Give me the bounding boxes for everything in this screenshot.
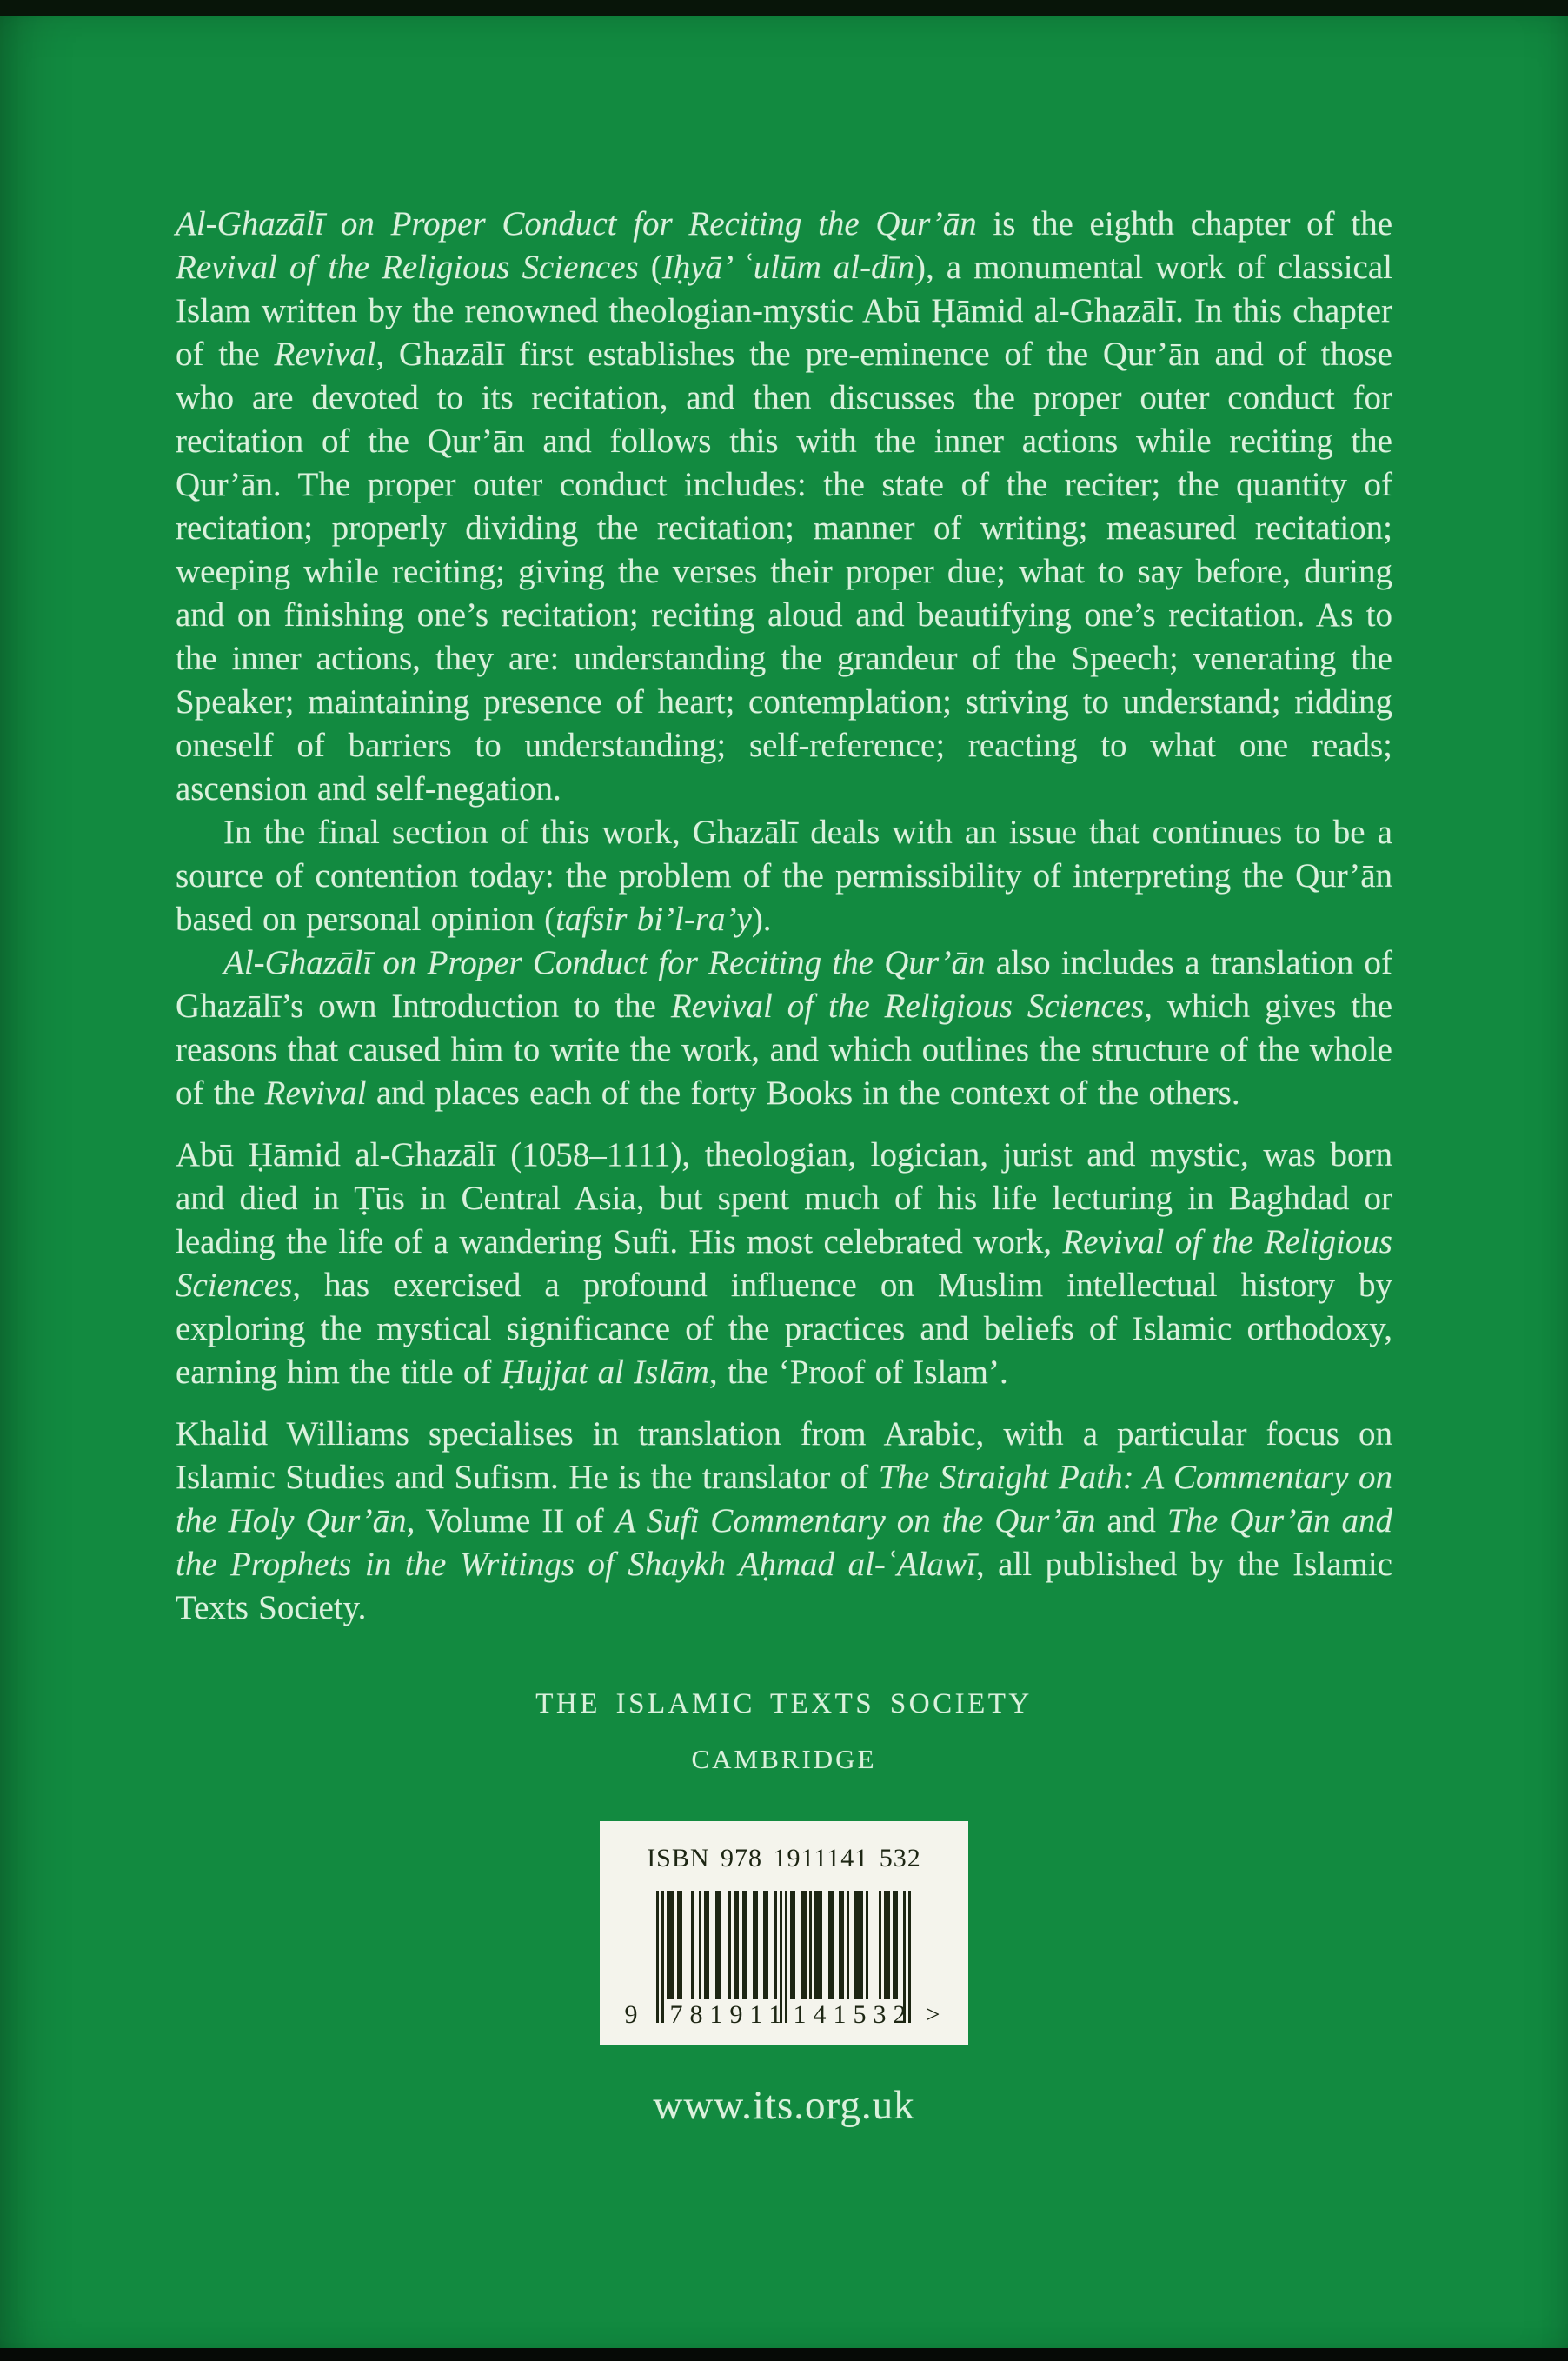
isbn-label: ISBN 978 1911141 532 (647, 1844, 921, 1872)
barcode-digit-group-2: 141532 (793, 2000, 914, 2029)
blurb-paragraph-contents: Al-Ghazālī on Proper Conduct for Reciting the Qur’ān also includes a translation of Ghazālī’s own Introduction to the Revival of the Religious Sciences, which gives the reasons that caused him to write the work, and which outlines the structure of the whole of the Revival and places each of the forty Books in the context of the others. (176, 944, 1393, 1112)
blurb-paragraph-translator-bio: Khalid Williams specialises in translation from Arabic, with a particular focus on Islamic Studies and Sufism. He is the translator of The Straight Path: A Commentary on the Holy Qur’ān, Volume II of A Sufi Commentary on the Qur’ān and The Qur’ān and the Prophets in the Writings of Shaykh Aḥmad al-ʿAlawī, all published by the Islamic Texts Society. (176, 1415, 1393, 1626)
barcode-quiet-zone-indicator: > (925, 2000, 940, 2029)
blurb-paragraph-final-section: In the final section of this work, Ghazālī deals with an issue that continues to be a source of contention today: the problem of the permissibility of interpreting the Qur’ān based on personal opinion (tafsir bi’l-ra’y). (176, 814, 1392, 938)
barcode-digits (624, 2000, 940, 2032)
blurb-paragraph-synopsis: Al-Ghazālī on Proper Conduct for Reciting the Qur’ān is the eighth chapter of the Revival of the Religious Sciences (Iḥyā’ ʿulūm al-dīn), a monumental work of classical Islam written by the renowned theologian-mystic Abū Ḥāmid al-Ghazālī. In this chapter of the Revival, Ghazālī first establishes the pre-eminence of the Qur’ān and of those who are devoted to its recitation, and then discusses the proper outer conduct for recitation of the Qur’ān and follows this with the inner actions while reciting the Qur’ān. The proper outer conduct includes: the state of the reciter; the quantity of recitation; properly dividing the recitation; manner of writing; measured recitation; weeping while reciting; giving the verses their proper due; what to say before, during and on finishing one’s recitation; reciting aloud and beautifying one’s recitation. As to the inner actions, they are: understanding the grandeur of the Speech; venerating the Speaker; maintaining presence of heart; contemplation; striving to understand; ridding oneself of barriers to understanding; self-reference; reacting to what one reads; ascension and self-negation. (176, 205, 1392, 808)
website-url: www.its.org.uk (653, 2083, 915, 2128)
scan-edge-top (0, 0, 1568, 16)
publisher-name: THE ISLAMIC TEXTS SOCIETY (535, 1688, 1033, 1719)
blurb (176, 203, 1392, 2127)
scan-edge-bottom (0, 2348, 1568, 2361)
blurb-paragraph-author-bio: Abū Ḥāmid al-Ghazālī (1058–1111), theologian, logician, jurist and mystic, was born and died in Ṭūs in Central Asia, but spent much of his life lecturing in Baghdad or leading the life of a wandering Sufi. His most celebrated work, Revival of the Religious Sciences, has exercised a profound influence on Muslim intellectual history by exploring the mystical significance of the practices and beliefs of Islamic orthodoxy, earning him the title of Ḥujjat al Islām, the ‘Proof of Islam’. (176, 1136, 1392, 1391)
barcode-digit-group-1: 781911 (669, 2000, 789, 2029)
barcode-box (600, 1821, 968, 2045)
barcode-digit-left: 9 (624, 2000, 638, 2029)
publisher-city: CAMBRIDGE (691, 1744, 877, 1774)
